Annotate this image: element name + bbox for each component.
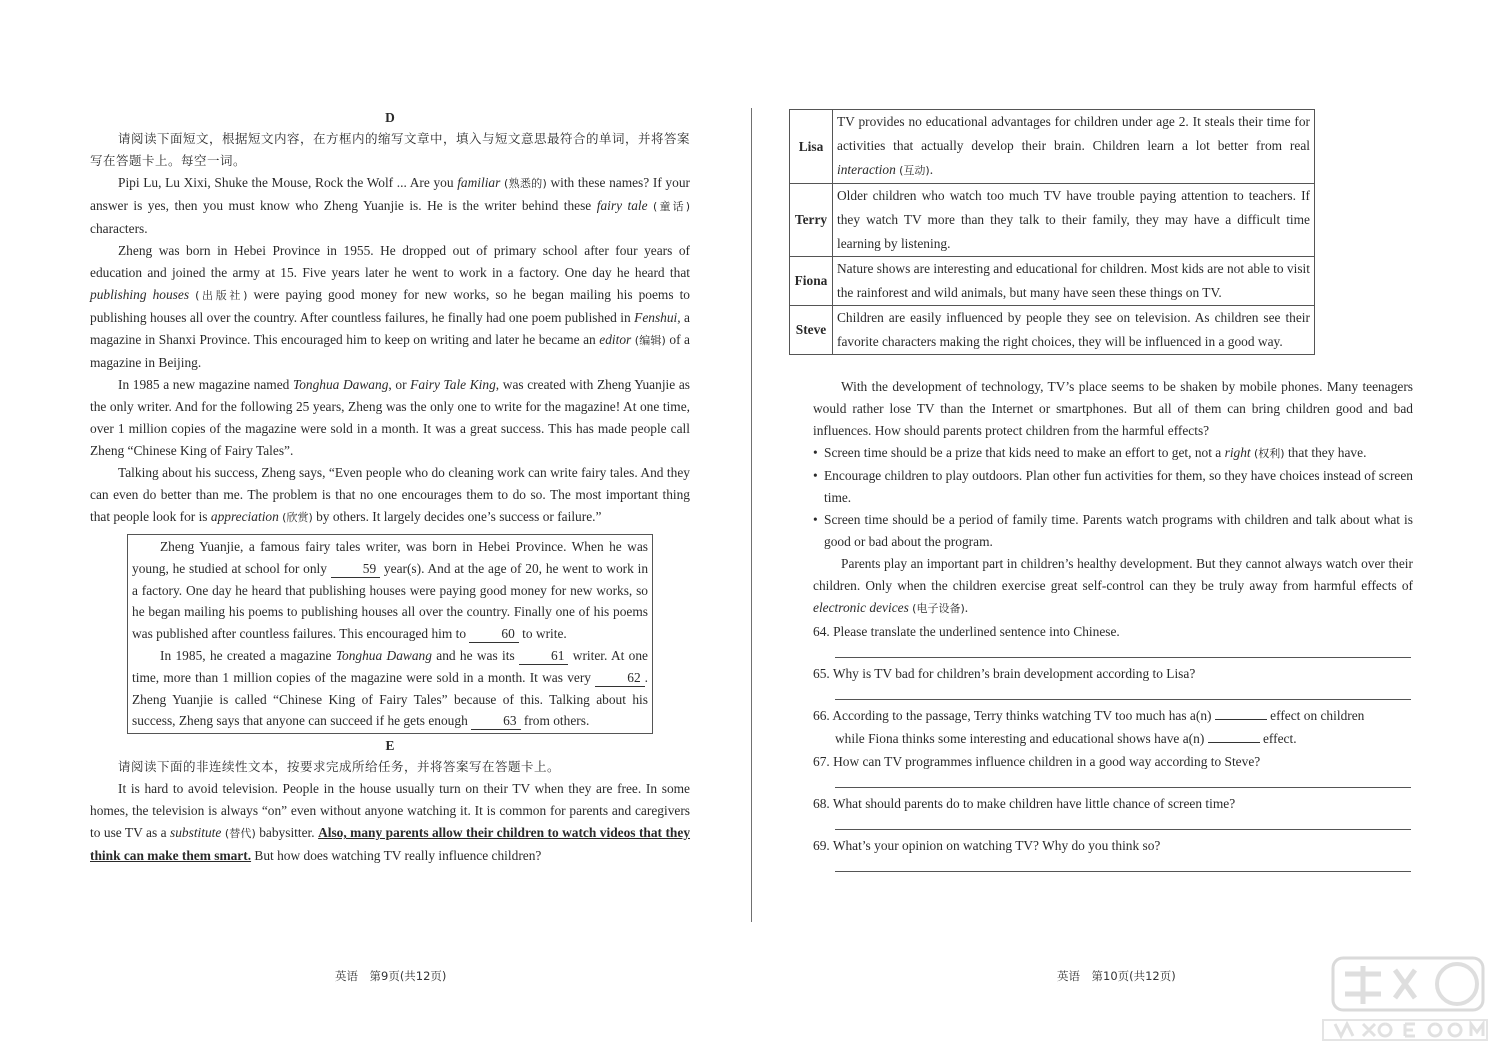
person-name: Lisa [790,110,833,184]
advice-item: • Screen time should be a period of family time. Parents watch programs with children and talk about what is good or bad about the program. [813,509,1413,553]
advice-item: • Encourage children to play outdoors. Plan other fun activities for them, so they have choices instead of screen time. [813,465,1413,509]
summary-paragraph-1: Zheng Yuanjie, a famous fairy tales writer, was born in Hebei Province. When he was young, he studied at school for only 59 year(s). And at the age of 20, he went to work in a factory. One day he heard that publishing houses were paying good money for new works, so he began mailing his poems to publishing houses all over the country. Finally one of his poems was published after countless failures. This encouraged him to 60 to write. [132,539,649,642]
person-opinion: Older children who watch too much TV have trouble paying attention to teachers. If they watch TV more than they talk to their family, they may have a difficult time learning by listening. [833,184,1315,257]
opinion-row [790,306,1315,355]
section-d-paragraph-4: Talking about his success, Zheng says, “Even people who do cleaning work can write fairy tales. And they can even do better than me. The problem is that no one encourages them to do so. The most important thing that people look for is appreciation (欣赏) by others. It largely decides one’s success or failure.” [90,465,690,524]
blank-60[interactable]: 60 [469,626,518,643]
person-opinion: TV provides no educational advantages for children under age 2. It steals their time for activities that actually develop their brain. Children learn a lot better from real interaction (互动). [833,110,1315,184]
person-name: Terry [790,184,833,257]
blank-66-terry[interactable] [1215,707,1267,720]
person-opinion: Children are easily influenced by people they see on television. As children see their favorite characters making the right choices, they will be influenced in a good way. [833,306,1315,355]
section-d-paragraph-1: Pipi Lu, Lu Xixi, Shuke the Mouse, Rock the Wolf ... Are you familiar (熟悉的) with these names? If your answer is yes, then you must know who Zheng Yuanjie is. He is the writer behind these fairy tale (童话) characters. [90,175,690,236]
right-page [752,0,1500,1052]
question-67: 67. How can TV programmes influence children in a good way according to Steve? [813,754,1261,769]
right-paragraph-2: Parents play an important part in children’s healthy development. But they cannot always watch over their children. Only when the children exercise great self-control can they be truly away from harmful effects of electronic devices (电子设备). [813,556,1413,615]
advice-list [813,442,1413,553]
summary-box [127,534,653,734]
blank-62[interactable]: 62 [595,670,644,687]
person-name: Fiona [790,257,833,306]
section-d-instruction: 请阅读下面短文，根据短文内容，在方框内的缩写文章中，填入与短文意思最符合的单词，并将答案写在答题卡上。每空一词。 [90,131,691,168]
blank-59[interactable]: 59 [331,561,380,578]
opinion-row [790,184,1315,257]
person-opinion: Nature shows are interesting and educational for children. Most kids are not able to visit the rainforest and wild animals, but many have seen these things on TV. [833,257,1315,306]
answer-line-69[interactable] [835,857,1411,872]
answer-line-64[interactable] [835,643,1411,658]
opinion-row [790,110,1315,184]
question-64: 64. Please translate the underlined sentence into Chinese. [813,624,1120,639]
underlined-sentence: Also, many parents allow their children to watch videos that they think can make them smart. [90,825,691,864]
blank-63[interactable]: 63 [471,713,520,730]
question-65: 65. Why is TV bad for children’s brain development according to Lisa? [813,666,1196,681]
question-66-line-2: while Fiona thinks some interesting and educational shows have a(n) effect. [835,731,1297,746]
right-paragraph-1: With the development of technology, TV’s place seems to be shaken by mobile phones. Many teenagers would rather lose TV than the Internet or smartphones. But all of them can bring children good and bad influences. How should parents protect children from the harmful effects? [813,379,1413,438]
left-column [90,108,690,867]
question-69: 69. What’s your opinion on watching TV? Why do you think so? [813,838,1161,853]
opinions-table [789,109,1315,355]
bullet-icon: • [813,445,818,460]
section-d-paragraph-2: Zheng was born in Hebei Province in 1955. He dropped out of primary school after four years of education and joined the army at 15. Five years later he went to work in a factory. One day he heard that publishing houses (出版社) were paying good money for new works, so he began mailing his poems to publishing houses all over the country. After countless failures, he finally had one poem published in Fenshui, a magazine in Shanxi Province. This encouraged him to keep on writing and later he became an editor (编辑) of a magazine in Beijing. [90,243,691,370]
advice-item: • Screen time should be a prize that kids need to make an effort to get, not a right (权利) that they have. [813,442,1413,465]
blank-66-fiona[interactable] [1208,730,1260,743]
page-footer-right: 英语 第10页(共12页) [1057,969,1176,983]
answer-line-67[interactable] [835,773,1411,788]
section-d-paragraph-3: In 1985 a new magazine named Tonghua Dawang, or Fairy Tale King, was created with Zheng Yuanjie as the only writer. And for the following 25 years, Zheng was the only one to write for the magazine! At one time, over 1 million copies of the magazine were sold in a month. It was a great success. This has made people call Zheng “Chinese King of Fairy Tales”. [90,377,690,458]
page-footer-left: 英语 第9页(共12页) [335,969,447,983]
question-68: 68. What should parents do to make children have little chance of screen time? [813,796,1236,811]
questions [813,620,1413,872]
summary-paragraph-2: In 1985, he created a magazine Tonghua Dawang and he was its 61 writer. At one time, more than 1 million copies of the magazine were sold in a month. It was very 62 . Zheng Yuanjie is called “Chinese King of Fairy Tales” because of this. Talking about his success, Zheng says that anyone can succeed if he gets enough 63 from others. [132,647,648,729]
person-name: Steve [790,306,833,355]
bullet-icon: • [813,512,818,527]
watermark-logo [1315,950,1495,1045]
bullet-icon: • [813,468,818,483]
opinion-row [790,257,1315,306]
section-e-instruction: 请阅读下面的非连续性文本，按要求完成所给任务，并将答案写在答题卡上。 [118,759,561,775]
answer-line-65[interactable] [835,685,1411,700]
section-e-paragraph-1: It is hard to avoid television. People in the house usually turn on their TV when they are free. In some homes, the television is always “on” even without anyone watching it. It is common for parents and caregivers to use TV as a substitute (替代) babysitter. Also, many parents allow their children to watch videos that they think can make them smart. But how does watching TV really influence children? [90,781,691,864]
right-column [813,376,1413,876]
question-66: 66. According to the passage, Terry thinks watching TV too much has a(n) effect on children [813,708,1365,723]
answer-line-68[interactable] [835,815,1411,830]
section-d-title: D [385,110,395,125]
section-e-title: E [385,738,395,754]
blank-61[interactable]: 61 [519,648,568,665]
